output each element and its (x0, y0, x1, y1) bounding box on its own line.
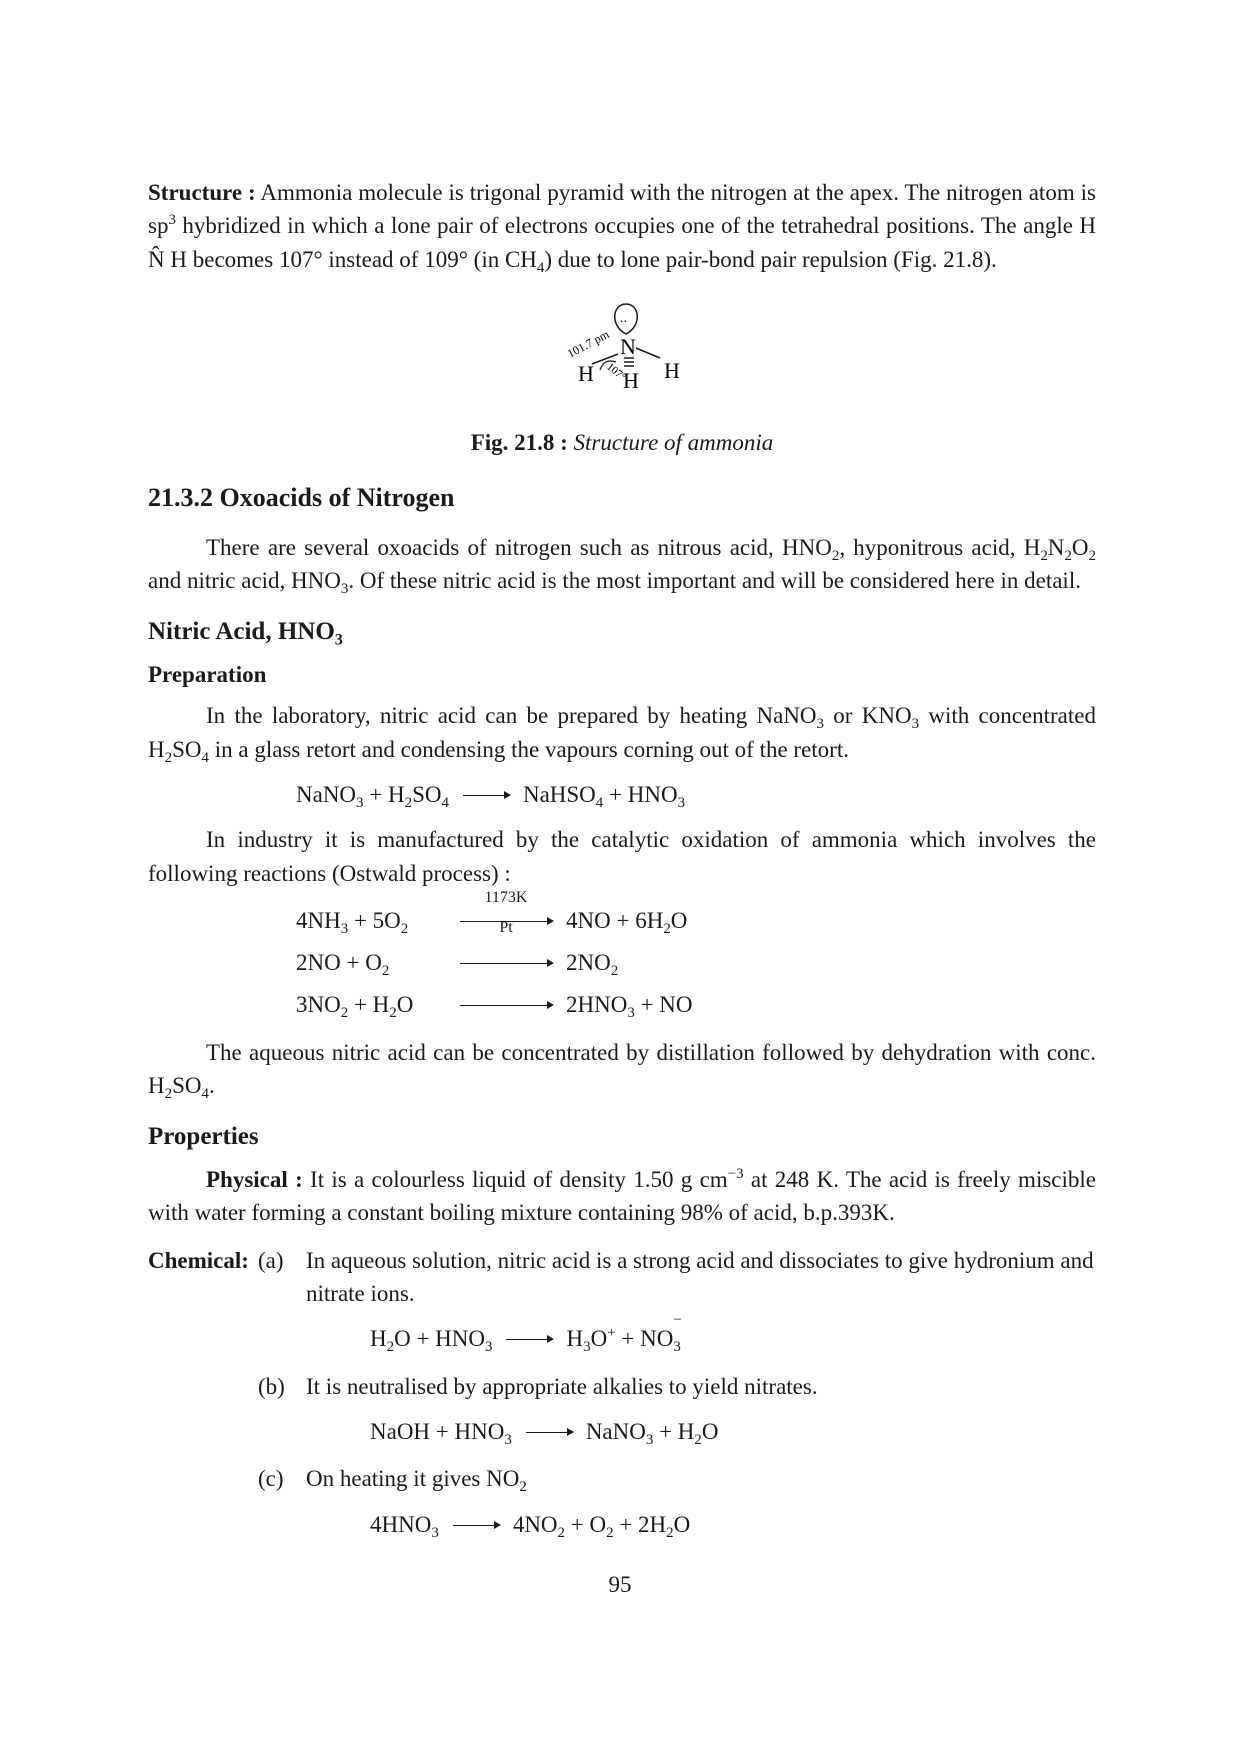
reaction-arrow (524, 1415, 574, 1448)
reaction-arrow (451, 1508, 501, 1541)
reaction-arrow (461, 778, 511, 811)
nitric-acid-heading: Nitric Acid, $HNO_3$ (148, 617, 343, 649)
ammonia-structure-diagram (548, 296, 698, 406)
hydrogen-atom-3: H (664, 358, 680, 384)
bond-angle-label: 107° (604, 360, 629, 384)
equation-a: $H_2O + HNO_3$ $H_3O^+$ + NO − $_3$ (370, 1312, 682, 1356)
catalyst-arrow: 1173K Pt (458, 904, 554, 937)
chemical-item-a: Chemical: (a) In aqueous solution, nitric acid is a strong acid and dissociates to give hydronium and nitrate ions. (148, 1244, 1096, 1311)
page-content (148, 176, 1096, 1553)
section-heading: 21.3.2 Oxoacids of Nitrogen (148, 483, 455, 513)
hydrogen-atom-1: H (578, 361, 594, 387)
reaction-arrow (458, 946, 554, 979)
chemical-item-b: (b) It is neutralised by appropriate alkalies to yield nitrates. (258, 1373, 818, 1399)
ostwald-reaction-2: $2NO + O_2$ $2NO_2$ (296, 946, 1096, 988)
figure-caption: Fig. 21.8 : Structure of ammonia (470, 430, 774, 456)
ostwald-reaction-1: $4NH_3 + 5O_2$ 1173K Pt $4NO + 6H_2O$ (296, 889, 688, 938)
bond-length-label: 101.7 pm (564, 327, 612, 361)
ostwald-reaction-3: $3NO_2 + H_2O$ $2HNO_3$ + NO (296, 988, 1096, 1030)
reaction-arrow (458, 988, 554, 1021)
chemical-item-c: (c) On heating it gives $NO_2$ (258, 1466, 527, 1496)
nitrogen-atom: N (620, 334, 636, 360)
properties-heading: Properties (148, 1122, 259, 1150)
preparation-heading: Preparation (148, 662, 267, 687)
equation-c: $4HNO_3$ $4NO_2 + O_2 + 2H_2O$ (370, 1508, 1096, 1541)
ammonia-figure (148, 296, 1096, 416)
industry-paragraph: In industry it is manufactured by the catalytic oxidation of ammonia which involves the following reactions (Ostwald process) : (148, 827, 1096, 886)
physical-paragraph: Physical : It is a colourless liquid of density 1.50 g $cm^{-3}$ at 248 K. The acid is freely miscible with water forming a constant boiling mixture containing 98% of acid, b.p.393K. (148, 1166, 1096, 1226)
chemical-label: Chemical: (148, 1247, 249, 1273)
preparation-paragraph: In the laboratory, nitric acid can be prepared by heating NaNO$_3$ or $KNO_3$ with concentrated $H_2SO_4$ in a glass retort and condensing the vapours corning out of the retort. (148, 703, 1096, 766)
hydrogen-atom-2: H (623, 368, 639, 394)
equation-b: NaOH + $HNO_3$ NaNO$_3$ + $H_2O$ (370, 1415, 1096, 1448)
reaction-arrow (504, 1322, 554, 1355)
oxoacids-paragraph: There are several oxoacids of nitrogen such as nitrous acid, $HNO_2$, hyponitrous acid, $H_2N_2O_2$ and nitric acid, $HNO_3$. Of these nitric acid is the most important and will be considered here in detail. (148, 535, 1096, 598)
structure-paragraph: Structure : Ammonia molecule is trigonal pyramid with the nitrogen at the apex. The nitrogen atom is $sp^3$ hybridized in which a lone pair of electrons occupies one of the tetrahedral positions. The angle H N̂ H becomes 107° instead of 109° (in $CH_4$) due to lone pair-bond pair repulsion (Fig. 21.8). (148, 180, 1096, 276)
lone-pair-dots: .. (620, 311, 627, 327)
aqueous-paragraph: The aqueous nitric acid can be concentrated by distillation followed by dehydration with conc. $H_2SO_4$. (148, 1040, 1096, 1103)
structure-lead: Structure : (148, 180, 256, 205)
ostwald-equations (296, 889, 1096, 1030)
page-number: 95 (608, 1572, 632, 1597)
equation-lab-preparation: NaNO$_3$ + $H_2SO_4$ NaHSO$_4$ + $HNO_3$ (296, 778, 1096, 811)
